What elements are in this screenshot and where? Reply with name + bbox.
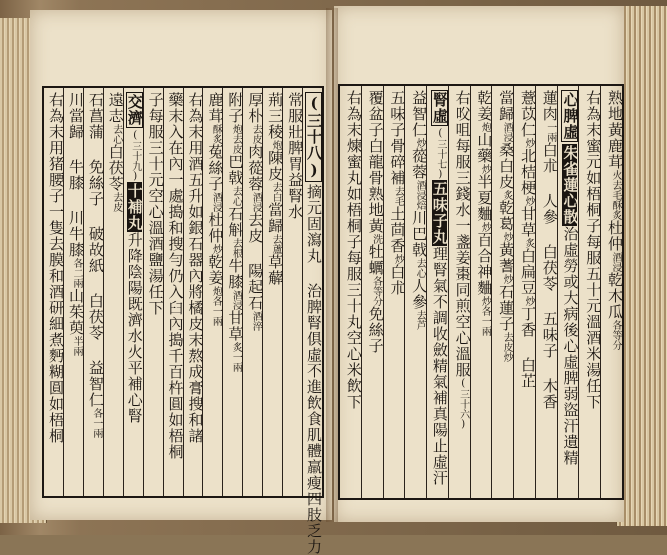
- recipe-title: 五味子丸: [430, 181, 449, 245]
- text-column: [123, 88, 143, 496]
- annotation-text: 炮: [270, 140, 282, 150]
- body-text: 當歸: [266, 202, 285, 234]
- annotation-text: 去毛: [392, 186, 404, 206]
- text-column: [242, 88, 265, 496]
- body-text: 石菖蒲 免絲子 破故紙 白茯苓 益智仁: [86, 92, 105, 408]
- body-text: 山藥: [475, 132, 494, 164]
- body-text: 北桔梗: [518, 148, 537, 196]
- recipe-title: 十補丸: [125, 183, 144, 231]
- annotation-text: 酒浸: [250, 192, 262, 212]
- body-text: 去皮 陽起石: [246, 212, 265, 311]
- body-text: 乾葛: [497, 200, 516, 232]
- annotation-text: 炒: [501, 274, 513, 284]
- annotation-text: 酒浸: [610, 252, 621, 272]
- annotation-text: 炒: [392, 254, 404, 264]
- annotation-text: 炒: [479, 164, 491, 174]
- annotation-text: 各一兩: [479, 306, 491, 336]
- section-label: 交濟: [125, 94, 144, 126]
- annotation-text: 炒: [522, 138, 534, 148]
- body-text: 丁香 白芷: [518, 306, 537, 389]
- annotation-text: 炒: [414, 138, 426, 148]
- annotation-text: 去心: [110, 124, 122, 144]
- body-text: 杜仲: [606, 220, 624, 252]
- text-column: [513, 86, 535, 498]
- text-column: [302, 88, 323, 555]
- body-text: 甘草: [518, 206, 537, 238]
- annotation-text: 各二兩: [70, 258, 82, 288]
- annotation-text: 各一兩: [90, 408, 102, 438]
- annotation-text: 火去毛酥炙: [610, 170, 621, 220]
- annotation-text: 半兩: [70, 336, 82, 356]
- right-text-frame: [338, 84, 624, 500]
- body-text: 黃蓍: [497, 242, 516, 274]
- annotation-text: 炒: [479, 296, 491, 306]
- section-label: 腎虛: [430, 92, 449, 124]
- annotation-text: 炮去皮: [230, 124, 242, 154]
- text-column: [282, 88, 305, 496]
- annotation-text: (三十七): [434, 128, 446, 180]
- text-column: [44, 88, 66, 496]
- left-text-frame: [42, 86, 324, 555]
- text-column: [183, 88, 203, 496]
- body-text: 右為末煉蜜丸如梧桐子每服三十丸空心米飲下: [344, 90, 363, 410]
- annotation-text: 去根: [230, 238, 242, 258]
- body-text: 神麯: [475, 264, 494, 296]
- section-label: 心脾虛: [561, 92, 580, 140]
- annotation-text: 各一兩: [210, 296, 222, 326]
- annotation-text: 炒: [479, 222, 491, 232]
- annotation-text: 酒浸: [210, 192, 222, 212]
- text-column: [340, 86, 361, 498]
- annotation-text: 酒淬: [250, 311, 262, 331]
- text-column: [557, 86, 579, 498]
- body-text: 菟絲子: [206, 144, 225, 192]
- body-text: 薏苡仁: [518, 90, 537, 138]
- annotation-text: 各等分: [610, 320, 621, 350]
- text-column: [470, 86, 492, 498]
- text-column: [103, 88, 123, 496]
- body-text: 右為末用酒五升如銀石器內將橘皮末熬成膏搜和諸: [186, 92, 205, 444]
- body-text: 常服壯脾胃益腎水: [286, 92, 305, 220]
- annotation-text: 去皮: [250, 124, 262, 144]
- annotation-text: 一兩: [544, 122, 556, 142]
- body-text: 五味子: [388, 90, 407, 138]
- annotation-text: 酒浸: [230, 290, 242, 310]
- body-text: 土茴香: [388, 206, 407, 254]
- annotation-text: 炒: [522, 296, 534, 306]
- body-text: 藥末入在內一處搗和搜勻仍入臼內搗千百杵圓如梧桐: [166, 92, 185, 460]
- text-column: [63, 88, 83, 496]
- body-text: 當歸: [497, 90, 516, 122]
- body-text: 百合: [475, 232, 494, 264]
- body-text: 白扁豆: [518, 248, 537, 296]
- text-column: [600, 86, 622, 498]
- body-text: 遠志: [106, 92, 125, 124]
- annotation-text: 各等分: [370, 276, 382, 306]
- text-column: [222, 88, 245, 496]
- body-text: 白朮: [388, 264, 407, 296]
- annotation-text: 去白: [270, 182, 282, 202]
- body-text: 甘草: [226, 310, 245, 342]
- recipe-title: 朱雀蓮心散: [561, 145, 580, 225]
- body-text: 牡蠣: [366, 244, 385, 276]
- text-column: [535, 86, 557, 498]
- annotation-text: 去芦: [414, 310, 426, 330]
- body-text: 治虛勞或大病後心虛脾弱盜汗遺精: [561, 226, 580, 466]
- body-text: 乾姜: [475, 90, 494, 122]
- body-text: 覆盆子: [366, 90, 385, 138]
- body-text: 荊三稜: [266, 92, 285, 140]
- body-text: 升降陰陽既濟水火平補心腎: [125, 232, 144, 424]
- body-text: 白龍骨: [366, 138, 385, 186]
- body-text: 附子: [226, 92, 245, 124]
- annotation-text: 炙: [230, 342, 242, 352]
- annotation-text: 炒: [522, 196, 534, 206]
- text-column: [262, 88, 285, 496]
- annotation-text: 去心: [230, 186, 242, 206]
- body-text: 川巴戟: [410, 210, 429, 258]
- body-text: 厚朴: [246, 92, 265, 124]
- text-column: [202, 88, 225, 496]
- body-text: 草薢: [266, 254, 285, 286]
- body-text: 半夏麯: [475, 174, 494, 222]
- body-text: 蓮肉: [540, 90, 559, 122]
- annotation-text: 去蘆: [270, 234, 282, 254]
- body-text: 白茯苓: [106, 144, 125, 192]
- body-text: 陳皮: [266, 150, 285, 182]
- body-text: 乾姜: [206, 254, 225, 286]
- body-text: 骨碎補: [388, 138, 407, 186]
- annotation-text: 炮: [210, 286, 222, 296]
- annotation-text: 酥炙: [210, 124, 222, 144]
- right-columns: [340, 86, 622, 498]
- body-text: 山茱萸: [66, 288, 85, 336]
- left-columns: [44, 88, 323, 555]
- body-text: 熟地黃: [606, 90, 624, 138]
- body-text: 右為末蜜元如梧桐子每服五十元溫酒米湯任下: [584, 90, 603, 410]
- body-text: 熟地黃: [366, 186, 385, 234]
- body-text: 子每服三十元空心溫酒鹽湯任下: [146, 92, 165, 316]
- text-column: [361, 86, 383, 498]
- annotation-text: 一兩: [230, 352, 242, 372]
- annotation-text: 洗: [370, 234, 382, 244]
- text-column: [426, 86, 448, 498]
- text-column: [404, 86, 429, 498]
- body-text: 蓯蓉: [410, 148, 429, 180]
- body-text: 石蓮子: [497, 284, 516, 332]
- text-column: [163, 88, 183, 496]
- annotation-text: 炒: [501, 232, 513, 242]
- body-text: 石斛: [226, 206, 245, 238]
- body-text: 右為末用猪腰子一隻去膜和酒研細煮麪糊圓如梧桐: [47, 92, 66, 444]
- annotation-text: 炙: [501, 190, 513, 200]
- body-text: 理腎氣不調收斂精氣補真陽止虛汗: [430, 246, 449, 486]
- body-text: 肉蓯蓉: [246, 144, 265, 192]
- body-text: 益智仁: [410, 90, 429, 138]
- body-text: 川當歸 牛膝 川牛膝: [66, 92, 85, 258]
- body-text: 白朮 人參 白茯苓 五味子 木香: [540, 142, 559, 410]
- text-column: [143, 88, 163, 496]
- annotation-text: 炙: [522, 238, 534, 248]
- annotation-text: 炮: [479, 122, 491, 132]
- body-text: 巴戟: [226, 154, 245, 186]
- body-text: 鹿茸: [606, 138, 624, 170]
- body-text: 杜仲: [206, 212, 225, 244]
- section-label: (三十八): [305, 94, 323, 180]
- annotation-text: 酒浸焙: [414, 180, 426, 210]
- body-text: 桑白皮: [497, 142, 516, 190]
- annotation-text: 去皮: [501, 332, 513, 352]
- annotation-text: 去心: [414, 258, 426, 278]
- text-column: [83, 88, 103, 496]
- annotation-text: 炒: [210, 244, 222, 254]
- text-column: [578, 86, 603, 498]
- annotation-text: 去皮: [110, 192, 122, 212]
- annotation-text: (三十九): [129, 130, 141, 182]
- book-gutter: [326, 8, 338, 522]
- body-text: 右㕮咀每服三錢水一盞姜棗同煎空心溫服: [453, 90, 472, 378]
- text-column: [383, 86, 405, 498]
- body-text: 鹿茸: [206, 92, 225, 124]
- annotation-text: (三十六): [457, 378, 469, 430]
- text-column: [448, 86, 470, 498]
- body-text: 乾木瓜: [606, 272, 624, 320]
- body-text: 免絲子: [366, 306, 385, 354]
- body-text: 摘元固瀉丸 治脾腎俱虛不進飲食肌體羸瘦四肢乏力: [305, 184, 323, 555]
- body-text: 人參: [410, 278, 429, 310]
- annotation-text: 酒浸: [501, 122, 513, 142]
- annotation-text: 炒: [501, 352, 513, 362]
- text-column: [491, 86, 516, 498]
- body-text: 牛膝: [226, 258, 245, 290]
